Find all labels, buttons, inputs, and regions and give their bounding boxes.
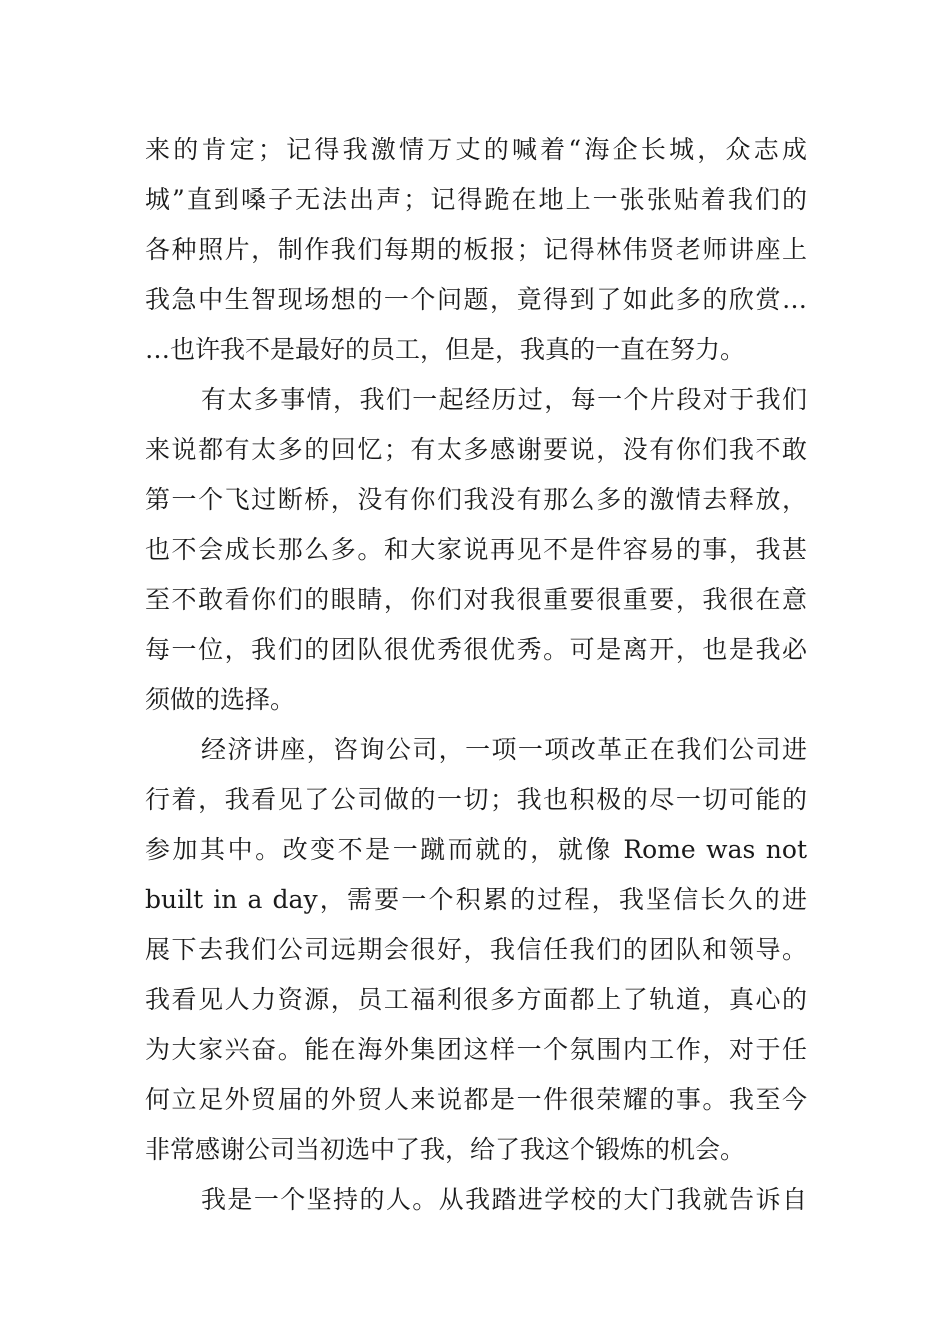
text-line: 第一个飞过断桥，没有你们我没有那么多的激情去释放，: [145, 485, 807, 514]
text-line: 展下去我们公司远期会很好，我信任我们的团队和领导。: [145, 935, 807, 964]
paragraph-first-line: 我是一个坚持的人。从我踏进学校的大门我就告诉自: [201, 1185, 807, 1214]
text-line: 我急中生智现场想的一个问题，竟得到了如此多的欣赏…: [145, 285, 807, 314]
text-line: 各种照片，制作我们每期的板报；记得林伟贤老师讲座上: [145, 235, 807, 264]
text-line: 每一位，我们的团队很优秀很优秀。可是离开，也是我必: [145, 635, 807, 664]
text-line: 来的肯定；记得我激情万丈的喊着“海企长城，众志成: [145, 135, 807, 164]
text-line: …也许我不是最好的员工，但是，我真的一直在努力。: [145, 335, 746, 364]
text-line: 城”直到嗓子无法出声；记得跪在地上一张张贴着我们的: [145, 185, 807, 214]
text-line: 至不敢看你们的眼睛，你们对我很重要很重要，我很在意: [145, 585, 807, 614]
text-line: 为大家兴奋。能在海外集团这样一个氛围内工作，对于任: [145, 1035, 807, 1064]
text-line: 何立足外贸届的外贸人来说都是一件很荣耀的事。我至今: [145, 1085, 807, 1114]
text-line: 也不会成长那么多。和大家说再见不是件容易的事，我甚: [145, 535, 807, 564]
text-line: 行着，我看见了公司做的一切；我也积极的尽一切可能的: [145, 785, 807, 814]
paragraph-first-line: 有太多事情，我们一起经历过，每一个片段对于我们: [201, 385, 807, 414]
text-line: 我看见人力资源，员工福利很多方面都上了轨道，真心的: [145, 985, 807, 1014]
text-line: 来说都有太多的回忆；有太多感谢要说，没有你们我不敢: [145, 435, 807, 464]
text-line: built in a day，需要一个积累的过程，我坚信长久的进: [145, 885, 807, 914]
text-line: 须做的选择。: [145, 685, 296, 714]
paragraph-first-line: 经济讲座，咨询公司，一项一项改革正在我们公司进: [201, 735, 807, 764]
text-line: 参加其中。改变不是一蹴而就的，就像 Rome was not: [145, 835, 807, 864]
text-line: 非常感谢公司当初选中了我，给了我这个锻炼的机会。: [145, 1135, 746, 1164]
document-body: [145, 125, 807, 1225]
